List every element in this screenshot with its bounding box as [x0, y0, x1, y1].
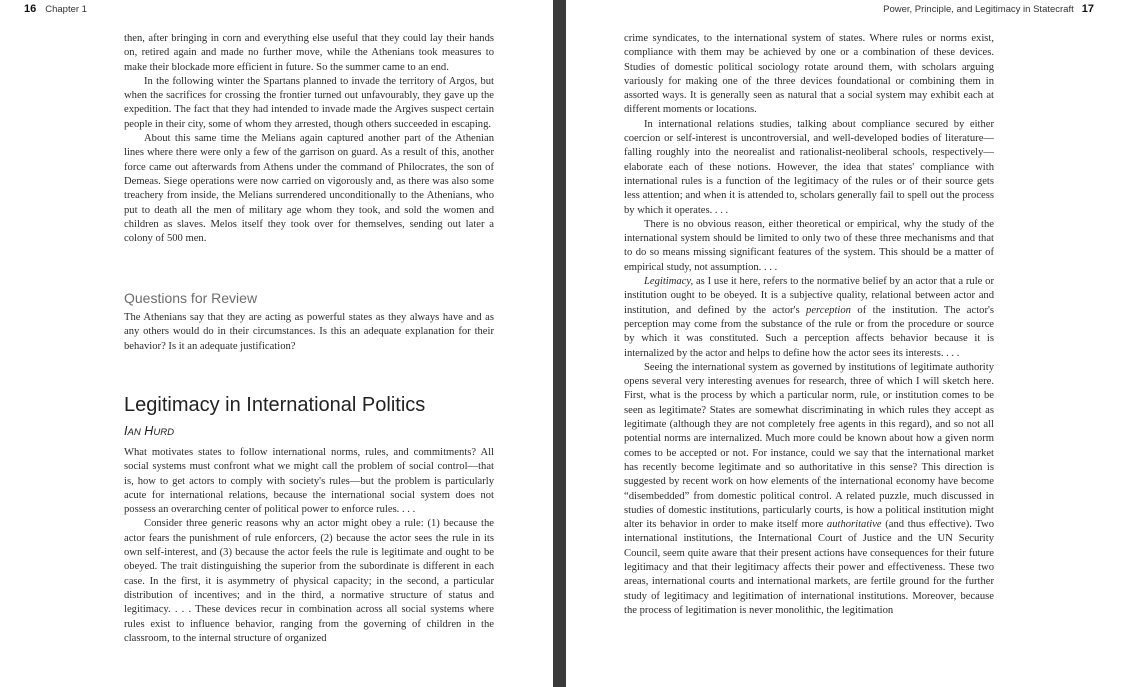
article-title: Legitimacy in International Politics — [124, 394, 426, 416]
running-head-right-text: Power, Principle, and Legitimacy in Statecraft — [883, 4, 1074, 15]
author-initial: H — [144, 424, 154, 438]
article-paragraph: There is no obvious reason, either theoretical or empirical, why the study of the international system should be limited to only two of these three mechanisms and that to do so means missing significant features of the system. This should be a matter of empirical study, not assumption. . . . — [624, 218, 994, 273]
article-paragraph: Consider three generic reasons why an actor might obey a rule: (1) because the actor fears the punishment of rule enforcers, (2) because the actor sees the rule in its own self-interest, and (3) because the actor feels the rule is legitimate and ought to be obeyed. The trait distinguishing the superior from the subordinate is different in each case. In the first, it is asymmetry of physical capacity; in the second, a particular distribution of incentives; and in the third, a normative structure of status and legitimacy. . . . These devices recur in combination across all social systems where rules exist to influence behavior, ranging from the governing of children in the classroom, to the internal structure of organized — [124, 518, 494, 644]
page-number-right: 17 — [1081, 3, 1094, 15]
questions-text: The Athenians say that they are acting as powerful states as they always have and as any others would do in their circumstances. Is this an adequate explanation for their behavior? Is it an adequate justification? — [124, 312, 494, 352]
article-paragraph: crime syndicates, to the international system of states. Where rules or norms exist, compliance with them may be achieved by one or a combination of these devices. Studies of domestic political sociology rotate around them, with scholars arguing variously for making one of the three devices foundational or combining them in assorted ways. It is generally seen as natural that a social system may exhibit each at different moments or locations. — [624, 33, 994, 116]
emphasis: authoritative — [826, 519, 882, 531]
article-paragraph — [624, 361, 994, 618]
paragraph-span: (and thus effective). Two international institutions, the International Court of Justice and the UN Security Council, seem quite aware that their present actions have consequences for their future legitimacy and that their legitimacy affects their power and effectiveness. These two areas, international courts and international markets, are fertile ground for the further study of legitimacy and legitimation of international institutions. Moreover, because the process of legitimation is never monolithic, the legitimation — [624, 519, 994, 616]
article-author — [124, 424, 174, 438]
author-initial: I — [124, 424, 128, 438]
right-page — [566, 0, 1124, 687]
author-smallcaps: AN — [127, 427, 141, 438]
article-paragraph: In international relations studies, talking about compliance secured by either coercion or self-interest is uncontroversial, and well-developed bodies of literature—falling roughly into the neorealist and rationalist-neoliberal schools, respectively—elaborate each of these notions. However, the idea that states' compliance with international rules is a function of the legitimacy of the rules or of their source gets less attention; and when it is attended to, scholars generally fail to spell out the process by which it operates. . . . — [624, 118, 994, 216]
emphasis: perception — [806, 304, 851, 316]
author-smallcaps: URD — [153, 427, 175, 438]
questions-block — [124, 311, 494, 354]
paragraph-span: as I use it here, refers to the normative belief by an actor that a rule or institution ought to be obeyed. It is a subjective quality, relational between actor and institution, and defined by the actor's — [624, 276, 994, 316]
article-paragraph — [624, 275, 994, 361]
article-body-right — [624, 32, 994, 618]
book-gutter — [553, 0, 566, 687]
page-number-left: 16 — [24, 3, 37, 15]
running-head-left — [24, 3, 87, 15]
running-head-left-text: Chapter 1 — [45, 4, 87, 15]
continuation-paragraph: then, after bringing in corn and everything else useful that they could lay their hands on, retired again and made no further move, while the Athenians took measures to make their blockade more efficient in future. So the summer came to an end. — [124, 33, 494, 73]
article-body-left — [124, 446, 494, 646]
left-page — [0, 0, 553, 687]
continuation-paragraph: In the following winter the Spartans planned to invade the territory of Argos, but when the sacrifices for crossing the frontier turned out unfavourably, they gave up the expedition. The fact that they had intended to invade made the Argives suspect certain people in their city, some of whom they arrested, though others succeeded in escaping. — [124, 75, 494, 130]
questions-heading: Questions for Review — [124, 290, 258, 306]
paragraph-span: of the institution. The actor's perception may come from the substance of the rule or from the procedure or source by which it was constituted. Such a perception affects behavior because it is internalized by the actor and helps to define how the actor sees its interests. . . . — [624, 304, 995, 359]
article-paragraph: What motivates states to follow international norms, rules, and commitments? All social systems must confront what we might call the problem of social control—that is, how to get actors to comply with society's rules—but the problem is particularly acute for international relations, because the international social system does not possess an overarching center of political power to enforce rules. . . . — [124, 447, 494, 516]
term-legitimacy: Legitimacy, — [644, 276, 694, 288]
paragraph-span: Seeing the international system as governed by institutions of legitimate authority opens several very interesting avenues for research, three of which I will sketch here. First, what is the process by which a particular norm, rule, or institution comes to be seen as legitimate? States are somewhat discriminating in which rules they accept as legitimate (although they are not completely free agents in this regard), and so not all potential norms are internalized. Much more could be known about how a given norm comes to be accepted or not. For instance, could we say that the international market has recently become legitimate and so authoritative in this sense? This direction is suggested by recent work on how elements of the international economy have become “disembedded” from domestic political control. A related puzzle, much discussed in studies of domestic institutions, particularly courts, is how a political institution might alter its behavior in order to make itself more — [624, 361, 994, 531]
continuation-paragraph: About this same time the Melians again captured another part of the Athenian lines where there were only a few of the garrison on guard. As a result of this, another force came out afterwards from Athens under the command of Philocrates, the son of Demeas. Siege operations were now carried on vigorously and, as there was also some treachery from inside, the Melians surrendered unconditionally to the Athenians, who put to death all the men of military age whom they took, and sold the women and children as slaves. Melos itself they took over for themselves, sending out later a colony of 500 men. — [124, 133, 494, 245]
continuation-text — [124, 32, 494, 246]
running-head-right — [883, 3, 1094, 15]
